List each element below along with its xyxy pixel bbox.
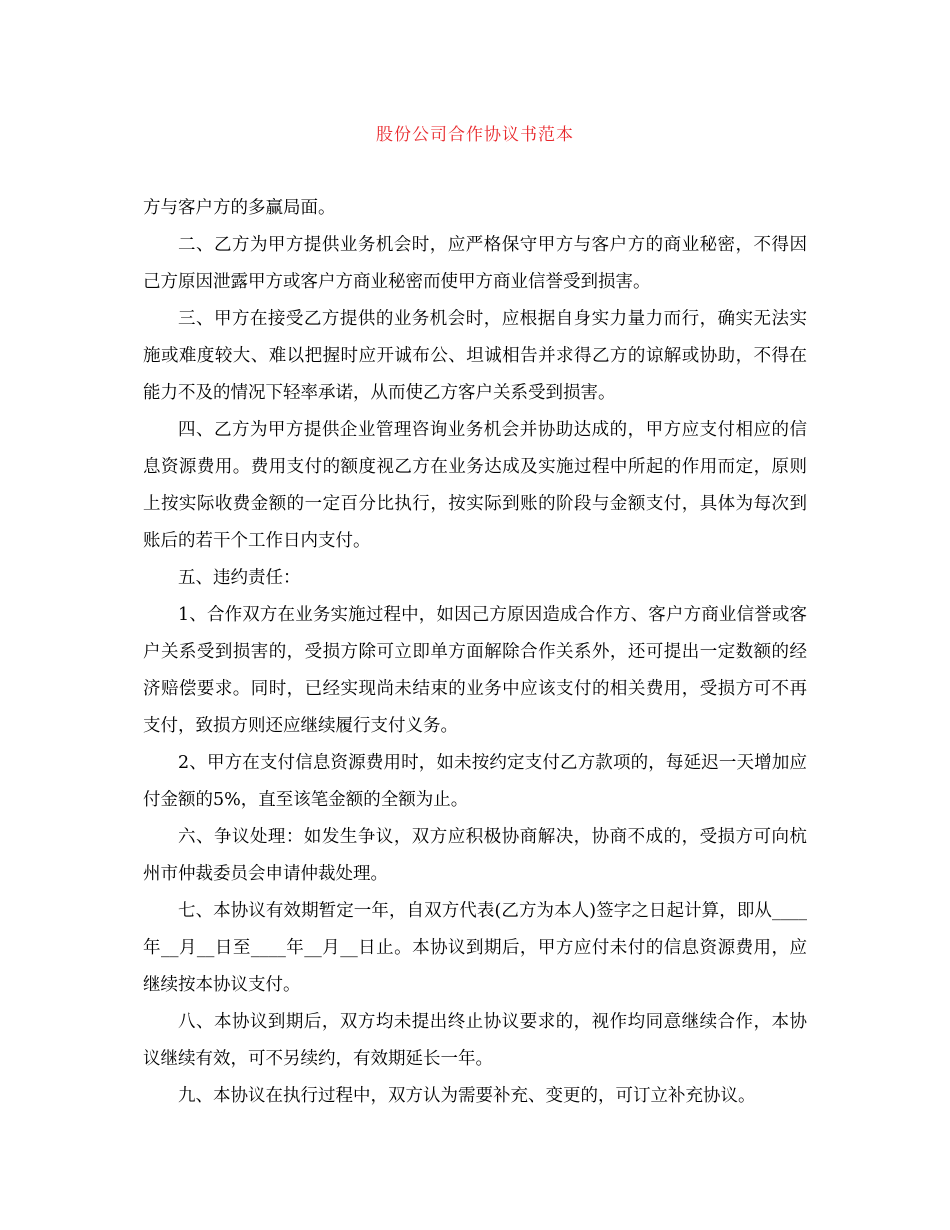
document-title: 股份公司合作协议书范本 <box>376 125 574 145</box>
paragraph-breach-1: 1、合作双方在业务实施过程中，如因己方原因造成合作方、客户方商业信誉或客户关系受到损害的，受损方除可立即单方面解除合作关系外，还可提出一定数额的经济赔偿要求。同时，已经实现尚未结束的业务中应该支付的相关费用，受损方可不再支付，致损方则还应继续履行支付义务。 <box>143 605 807 736</box>
document-body <box>143 190 807 1115</box>
paragraph-renewal: 八、本协议到期后，双方均未提出终止协议要求的，视作均同意继续合作，本协议继续有效，可不另续约，有效期延长一年。 <box>143 1012 807 1069</box>
paragraph-continuation: 方与客户方的多赢局面。 <box>143 198 336 218</box>
section-heading-breach: 五、违约责任： <box>178 568 301 588</box>
paragraph-validity: 七、本协议有效期暂定一年，自双方代表(乙方为本人)签字之日起计算，即从____年__月__日至____年__月__日止。本协议到期后，甲方应付未付的信息资源费用，应继续按本协议支付。 <box>143 901 807 995</box>
paragraph-supplement: 九、本协议在执行过程中，双方认为需要补充、变更的，可订立补充协议。 <box>178 1086 756 1106</box>
paragraph-clause-2: 二、乙方为甲方提供业务机会时，应严格保守甲方与客户方的商业秘密，不得因己方原因泄露甲方或客户方商业秘密而使甲方商业信誉受到损害。 <box>143 235 807 292</box>
paragraph-clause-3: 三、甲方在接受乙方提供的业务机会时，应根据自身实力量力而行，确实无法实施或难度较大、难以把握时应开诚布公、坦诚相告并求得乙方的谅解或协助，不得在能力不及的情况下轻率承诺，从而使乙方客户关系受到损害。 <box>143 309 807 403</box>
paragraph-dispute: 六、争议处理：如发生争议，双方应积极协商解决，协商不成的，受损方可向杭州市仲裁委员会申请仲裁处理。 <box>143 827 807 884</box>
paragraph-clause-4: 四、乙方为甲方提供企业管理咨询业务机会并协助达成的，甲方应支付相应的信息资源费用。费用支付的额度视乙方在业务达成及实施过程中所起的作用而定，原则上按实际收费金额的一定百分比执行，按实际到账的阶段与金额支付，具体为每次到账后的若干个工作日内支付。 <box>143 420 807 551</box>
paragraph-breach-2: 2、甲方在支付信息资源费用时，如未按约定支付乙方款项的，每延迟一天增加应付金额的5%，直至该笔金额的全额为止。 <box>143 753 807 810</box>
